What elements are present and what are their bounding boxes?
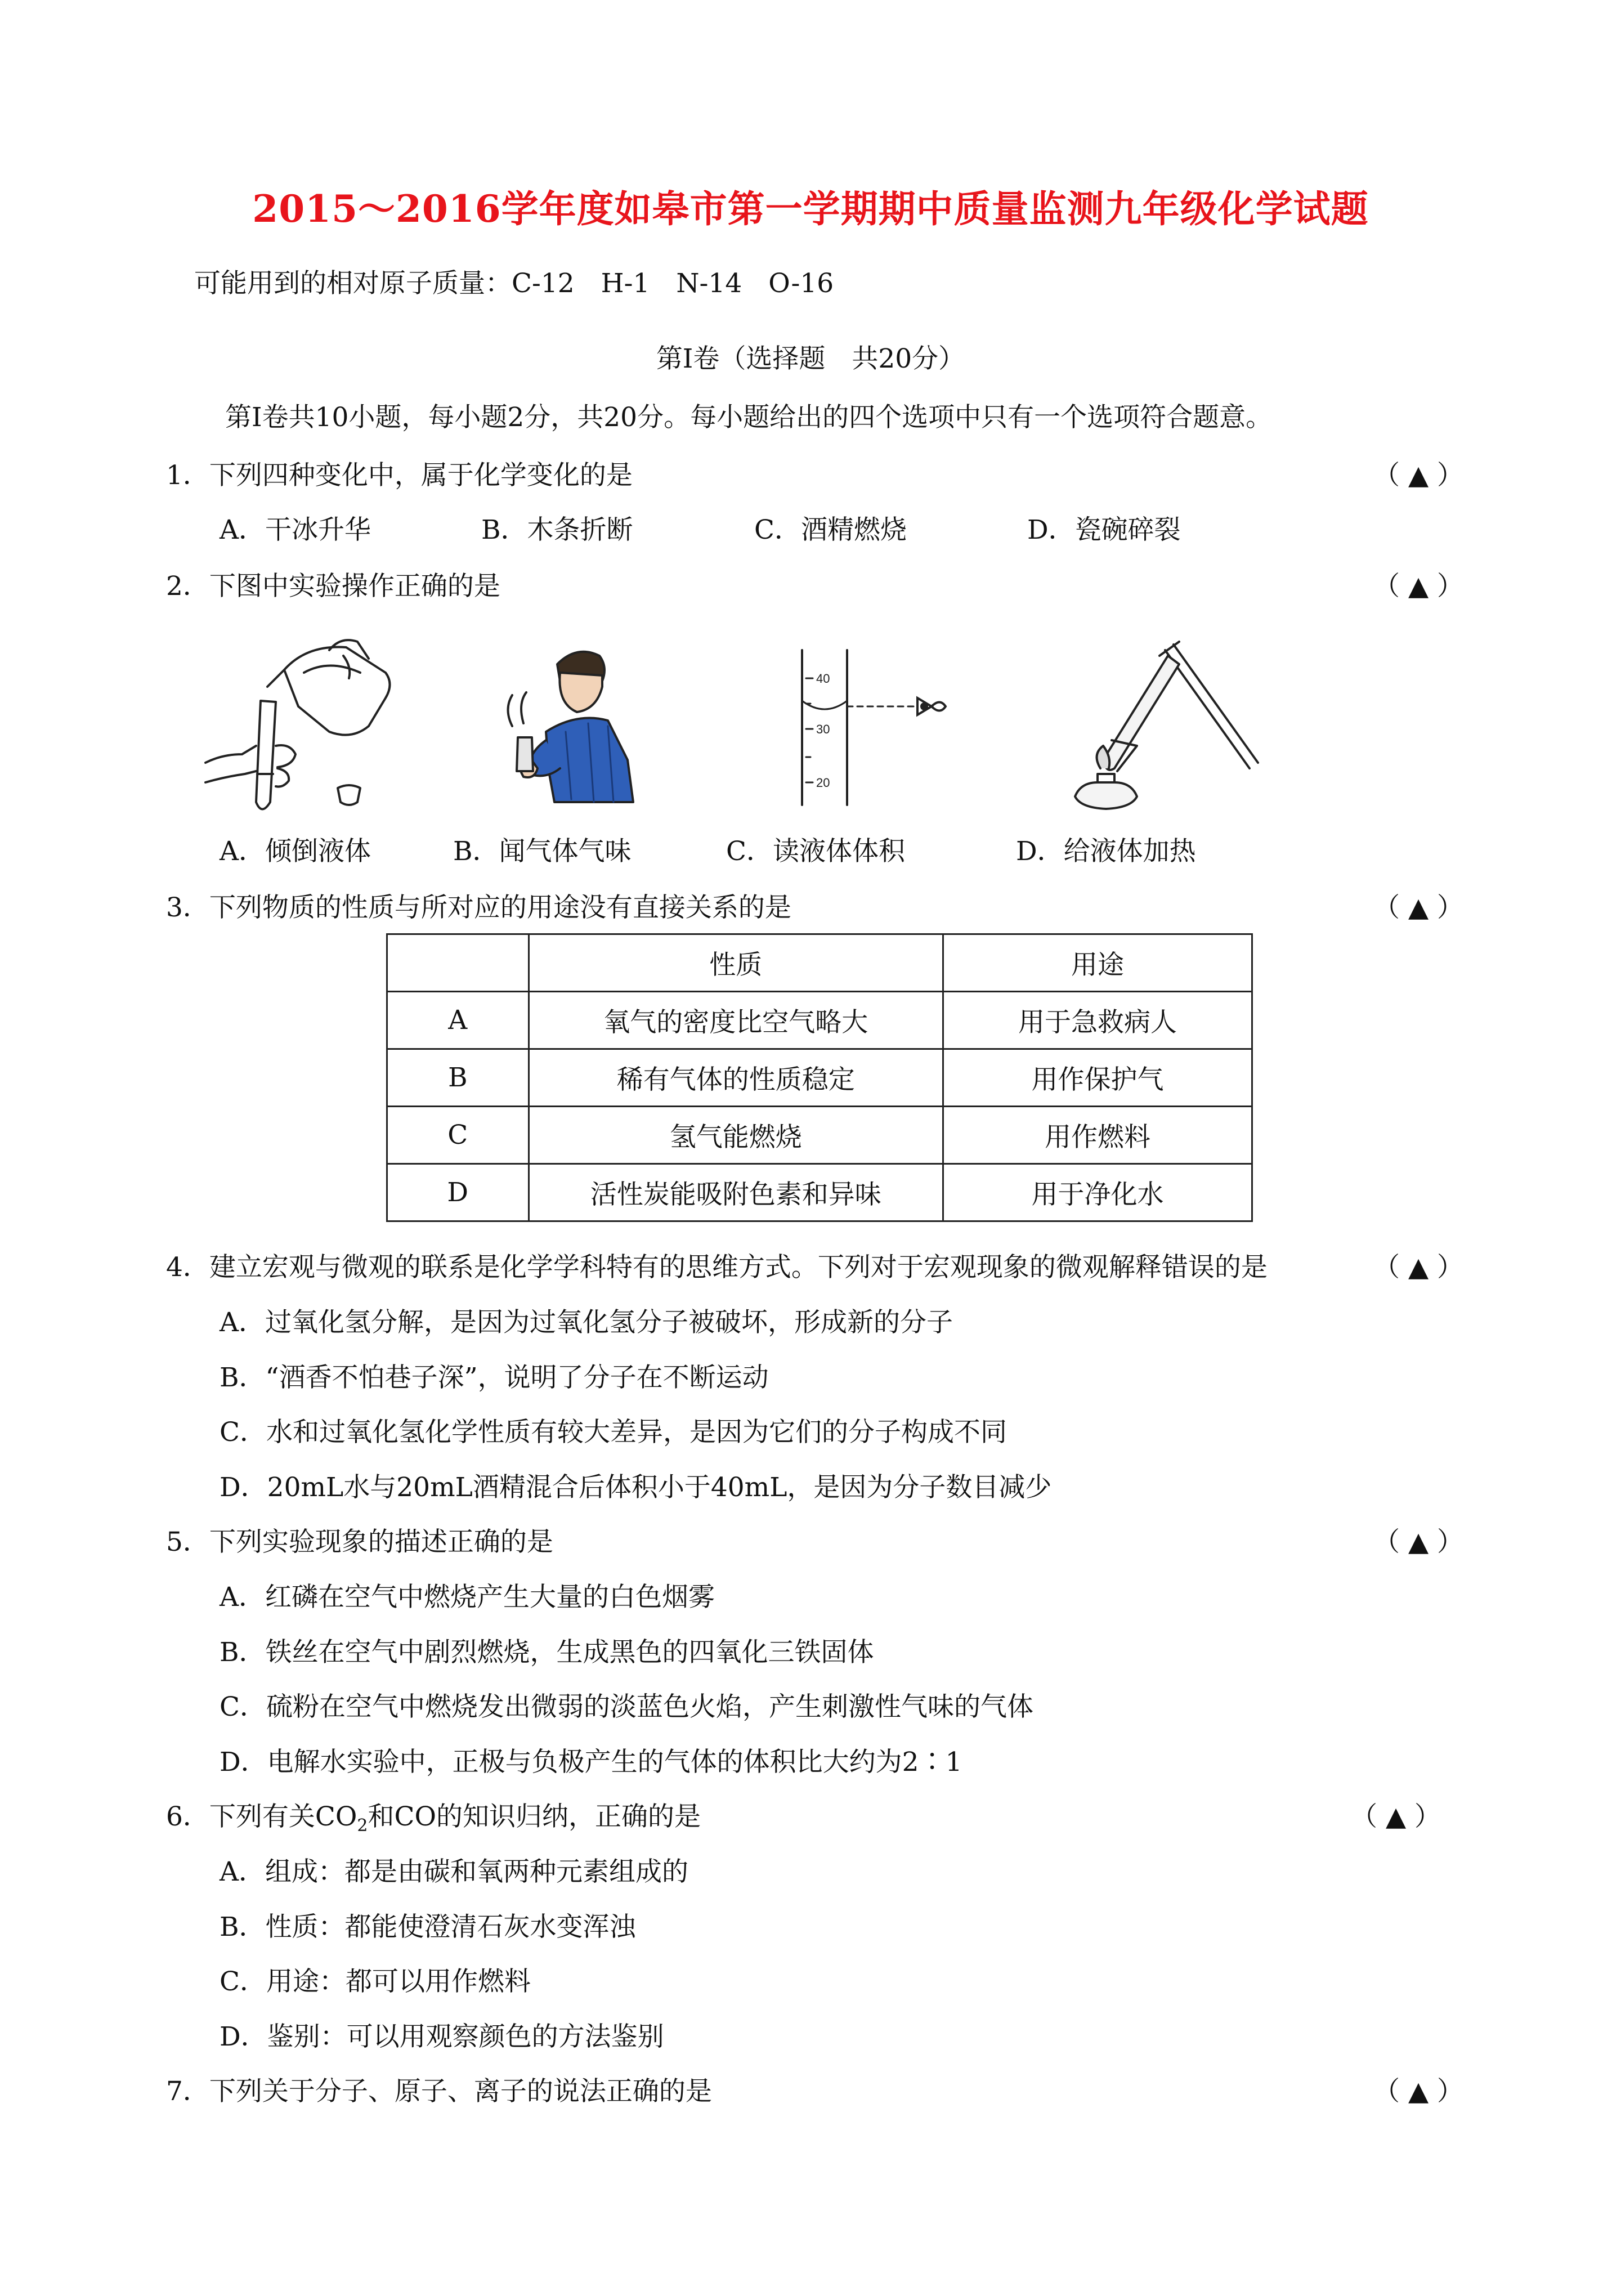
q6-stem-part: 6．下列有关CO xyxy=(166,1801,357,1832)
table-header-row xyxy=(387,934,1252,992)
q7-stem: 7．下列关于分子、原子、离子的说法正确的是 xyxy=(166,2076,712,2107)
q6-stem-part: 和CO的知识归纳，正确的是 xyxy=(368,1801,701,1832)
q1-stem: 1．下列四种变化中，属于化学变化的是 xyxy=(166,460,633,491)
table-cell: 用作燃料 xyxy=(943,1107,1252,1164)
section-heading: 第Ⅰ卷（选择题 共20分） xyxy=(656,343,965,374)
table-cell: D xyxy=(387,1164,529,1221)
q4-option-d: D．20mL水与20mL酒精混合后体积小于40mL，是因为分子数目减少 xyxy=(220,1472,1052,1503)
table-header-cell: 用途 xyxy=(943,934,1252,992)
q2-option-b: B．闻气体气味 xyxy=(453,836,632,867)
q6-stem xyxy=(166,1800,701,1843)
q6-option-c: C．用途：都可以用作燃料 xyxy=(220,1966,531,1997)
section-instruction: 第Ⅰ卷共10小题，每小题2分，共20分。每小题给出的四个选项中只有一个选项符合题意。 xyxy=(225,402,1273,433)
q5-option-b: B．铁丝在空气中剧烈燃烧，生成黑色的四氧化三铁固体 xyxy=(220,1637,874,1668)
q4-option-a: A．过氧化氢分解，是因为过氧化氢分子被破坏，形成新的分子 xyxy=(220,1307,953,1338)
table-cell: C xyxy=(387,1107,529,1164)
table-row xyxy=(387,1164,1252,1221)
q2-option-c: C．读液体体积 xyxy=(726,836,905,867)
cylinder-tick-20: 20 xyxy=(816,776,830,790)
q2-stem: 2．下图中实验操作正确的是 xyxy=(166,571,500,602)
table-header-cell xyxy=(387,934,529,992)
q5-option-a: A．红磷在空气中燃烧产生大量的白色烟雾 xyxy=(220,1582,715,1613)
q5-stem: 5．下列实验现象的描述正确的是 xyxy=(166,1527,553,1557)
q1-answer-mark: （ ▲ ） xyxy=(1373,460,1464,491)
q1-option-a: A．干冰升华 xyxy=(220,514,371,545)
q2-option-d: D．给液体加热 xyxy=(1016,836,1196,867)
figure-heating-liquid xyxy=(1058,633,1272,813)
table-row xyxy=(387,992,1252,1049)
q2-answer-mark: （ ▲ ） xyxy=(1373,571,1464,602)
q2-option-a: A．倾倒液体 xyxy=(220,836,371,867)
q6-option-d: D．鉴别：可以用观察颜色的方法鉴别 xyxy=(220,2021,664,2052)
table-row xyxy=(387,1107,1252,1164)
q6-option-a: A．组成：都是由碳和氧两种元素组成的 xyxy=(220,1856,688,1887)
q3-answer-mark: （ ▲ ） xyxy=(1373,892,1464,923)
table-row xyxy=(387,1049,1252,1107)
q3-stem: 3．下列物质的性质与所对应的用途没有直接关系的是 xyxy=(166,892,791,923)
figure-reading-volume xyxy=(777,645,962,808)
q6-stem-subscript: 2 xyxy=(357,1816,368,1836)
q1-option-c: C．酒精燃烧 xyxy=(754,514,907,545)
table-cell: 用作保护气 xyxy=(943,1049,1252,1107)
table-cell: 用于净化水 xyxy=(943,1164,1252,1221)
table-cell: 活性炭能吸附色素和异味 xyxy=(529,1164,943,1221)
q7-answer-mark: （ ▲ ） xyxy=(1373,2076,1464,2107)
q4-answer-mark: （ ▲ ） xyxy=(1373,1252,1464,1283)
table-cell: 氧气的密度比空气略大 xyxy=(529,992,943,1049)
table-cell: B xyxy=(387,1049,529,1107)
cylinder-tick-40: 40 xyxy=(816,672,830,686)
q4-stem: 4．建立宏观与微观的联系是化学学科特有的思维方式。下列对于宏观现象的微观解释错误的是 xyxy=(166,1252,1268,1283)
q5-option-c: C．硫粉在空气中燃烧发出微弱的淡蓝色火焰，产生刺激性气味的气体 xyxy=(220,1691,1033,1722)
q6-option-b: B．性质：都能使澄清石灰水变浑浊 xyxy=(220,1912,636,1943)
q4-option-c: C．水和过氧化氢化学性质有较大差异，是因为它们的分子构成不同 xyxy=(220,1417,1007,1448)
figure-smelling-gas xyxy=(492,642,644,805)
q1-option-b: B．木条折断 xyxy=(481,514,633,545)
q4-option-b: B．“酒香不怕巷子深”，说明了分子在不断运动 xyxy=(220,1362,769,1393)
table-header-cell: 性质 xyxy=(529,934,943,992)
table-cell: 氢气能燃烧 xyxy=(529,1107,943,1164)
q1-option-d: D．瓷碗碎裂 xyxy=(1027,514,1181,545)
q6-answer-mark: （ ▲ ） xyxy=(1351,1801,1441,1832)
cylinder-tick-30: 30 xyxy=(816,722,830,736)
q5-option-d: D．电解水实验中，正极与负极产生的气体的体积比大约为2∶1 xyxy=(220,1747,962,1778)
exam-title: 2015～2016学年度如皋市第一学期期中质量监测九年级化学试题 xyxy=(252,187,1369,231)
table-cell: 稀有气体的性质稳定 xyxy=(529,1049,943,1107)
properties-uses-table xyxy=(386,933,1253,1222)
table-cell: A xyxy=(387,992,529,1049)
q5-answer-mark: （ ▲ ） xyxy=(1373,1527,1464,1557)
figure-pouring-liquid xyxy=(200,633,408,819)
atomic-mass-note: 可能用到的相对原子质量：C-12 H-1 N-14 O-16 xyxy=(194,268,834,299)
table-cell: 用于急救病人 xyxy=(943,992,1252,1049)
